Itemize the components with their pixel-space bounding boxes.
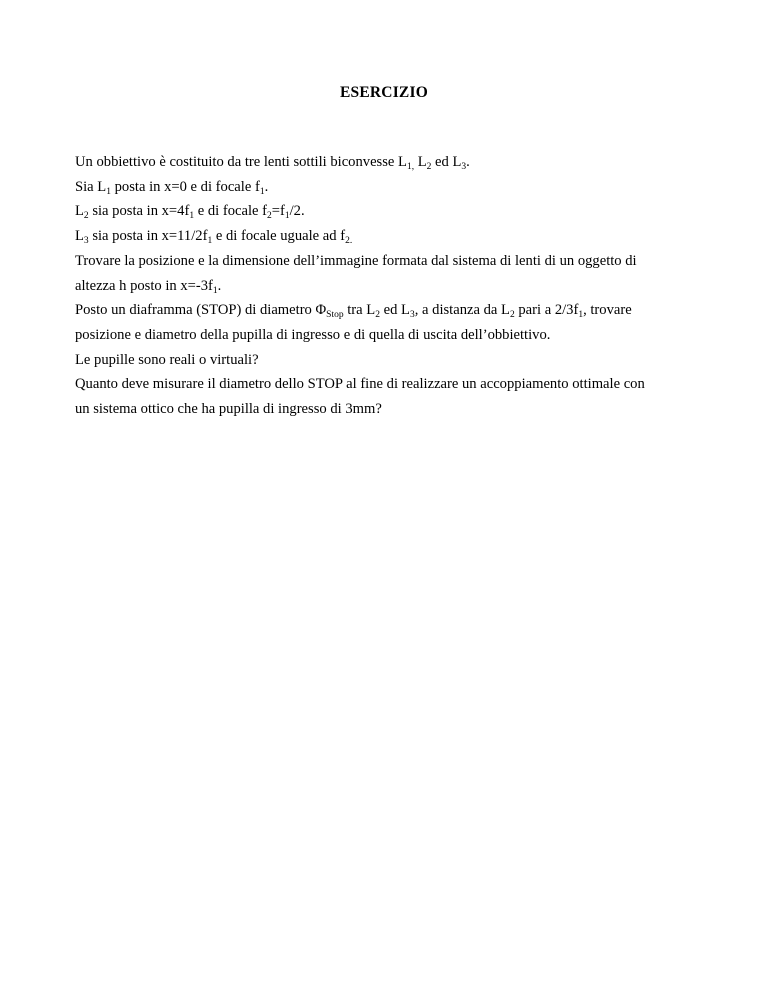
subscript: 3 [461,162,467,172]
subscript: 3 [409,310,415,321]
document-title: ESERCIZIO [340,84,428,101]
subscript: 1, [406,162,415,172]
text-span: L [75,203,84,220]
subscript: Stop [326,310,344,321]
text-span: , a distanza da L [414,302,510,319]
text-span: un sistema ottico che ha pupilla di ingresso di 3mm? [75,401,382,418]
text-span: Un obbiettivo è costituito da tre lenti sottili biconvesse L [75,154,407,170]
text-span: sia posta in x=11/2f [88,228,208,245]
text-span: posta in x=0 e di focale f [110,178,260,195]
text-line-8 [75,323,695,348]
text-span: sia posta in x=4f [88,203,190,220]
subscript: 2 [426,162,432,172]
text-span: e di focale f [194,203,268,220]
text-line-6 [75,274,695,299]
subscript: 2. [345,236,353,247]
subscript: 1 [284,211,290,222]
text-line-9 [75,348,695,373]
text-line-5 [75,249,695,274]
text-span: . [264,178,269,195]
text-span: Posto un diaframma (STOP) di diametro Φ [75,302,327,319]
subscript: 3 [83,236,89,247]
subscript: 1 [106,186,111,197]
subscript: 2 [267,211,272,222]
text-span: altezza h posto in x=-3f [75,277,213,294]
text-span: pari a 2/3f [514,302,579,319]
subscript: 2 [83,211,89,222]
text-line-2 [75,175,695,200]
text-span: Trovare la posizione e la dimensione dell’immagine formata dal sistema di lenti di un oggetto di [75,252,637,269]
text-line-3 [75,199,695,224]
text-span: Quanto deve misurare il diametro dello STOP al fine di realizzare un accoppiamento ottimale con [75,376,645,393]
subscript: 1 [207,236,213,247]
text-line-4 [75,224,695,249]
text-span: =f [271,203,285,220]
text-span: ed L [431,154,462,170]
text-span: ed L [379,302,410,319]
text-span: L [75,228,84,245]
subscript: 1 [189,211,195,222]
text-span: e di focale uguale ad f [212,228,346,245]
subscript: 2 [375,310,380,321]
text-line-1 [75,150,695,175]
subscript: 1 [578,310,584,321]
text-span: . [217,277,222,294]
text-span: . [466,154,470,170]
text-line-11 [75,397,695,422]
subscript: 1 [259,186,265,197]
text-line-7 [75,298,695,323]
text-span: Sia L [75,178,107,195]
text-span: posizione e diametro della pupilla di ingresso e di quella di uscita dell’obbiettivo. [75,326,551,343]
subscript: 1 [212,285,218,296]
text-span: , trovare [583,302,632,319]
text-span: /2. [289,203,305,220]
text-span: tra L [343,302,376,319]
text-span: Le pupille sono reali o virtuali? [75,351,259,368]
exercise-text [75,150,695,422]
subscript: 2 [509,310,515,321]
text-line-10 [75,372,695,397]
text-span: L [414,154,427,170]
